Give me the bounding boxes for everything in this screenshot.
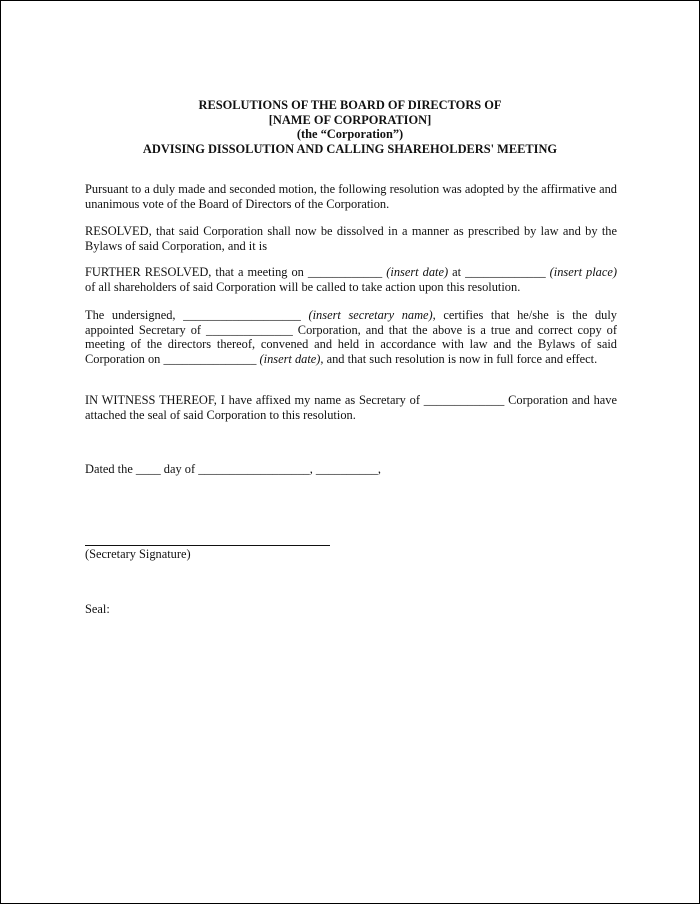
insert-place-hint: (insert place) [549, 265, 618, 279]
title-line-2: [NAME OF CORPORATION] [268, 112, 432, 127]
certification-text-b: , certifies that he/she is the duly appointed Secretary of ______________ Corporation, and that the above is a true and correct copy of meeting of the directors thereof, convened and held in accordance with law and the Bylaws of said Corporation on _______________ [85, 308, 618, 367]
dated-line: Dated the ____ day of __________________, __________, [85, 462, 381, 476]
document-title [41, 98, 659, 156]
certification-text-c: , and that such resolution is now in full force and effect. [320, 352, 598, 367]
certification-text-a: The undersigned, ___________________ [85, 308, 309, 322]
signature-line [85, 545, 330, 546]
paragraph-further-resolved [85, 265, 617, 294]
title-line-4: ADVISING DISSOLUTION AND CALLING SHAREHOLDERS' MEETING [142, 141, 558, 156]
title-line-1: RESOLUTIONS OF THE BOARD OF DIRECTORS OF [198, 98, 502, 112]
seal-label: Seal: [85, 602, 110, 616]
title-line-3: (the “Corporation”) [296, 127, 404, 142]
paragraph-certification [85, 308, 617, 367]
secretary-signature-label: (Secretary Signature) [85, 547, 191, 561]
insert-secretary-name-hint: (insert secretary name) [308, 308, 433, 322]
paragraph-witness: IN WITNESS THEREOF, I have affixed my name as Secretary of _____________ Corporation and have attached the seal of said Corporation to this resolution. [85, 393, 617, 422]
further-resolved-text-c: of all shareholders of said Corporation will be called to take action upon this resolution. [85, 279, 521, 294]
paragraph-resolved: RESOLVED, that said Corporation shall now be dissolved in a manner as prescribed by law and by the Bylaws of said Corporation, and it is [85, 224, 617, 253]
paragraph-pursuant: Pursuant to a duly made and seconded motion, the following resolution was adopted by the affirmative and unanimous vote of the Board of Directors of the Corporation. [85, 182, 617, 211]
insert-date-hint-2: (insert date) [259, 352, 321, 367]
further-resolved-text-b: at _____________ [448, 265, 550, 279]
further-resolved-text-a: FURTHER RESOLVED, that a meeting on ____________ [85, 265, 387, 279]
insert-date-hint: (insert date) [386, 265, 449, 279]
